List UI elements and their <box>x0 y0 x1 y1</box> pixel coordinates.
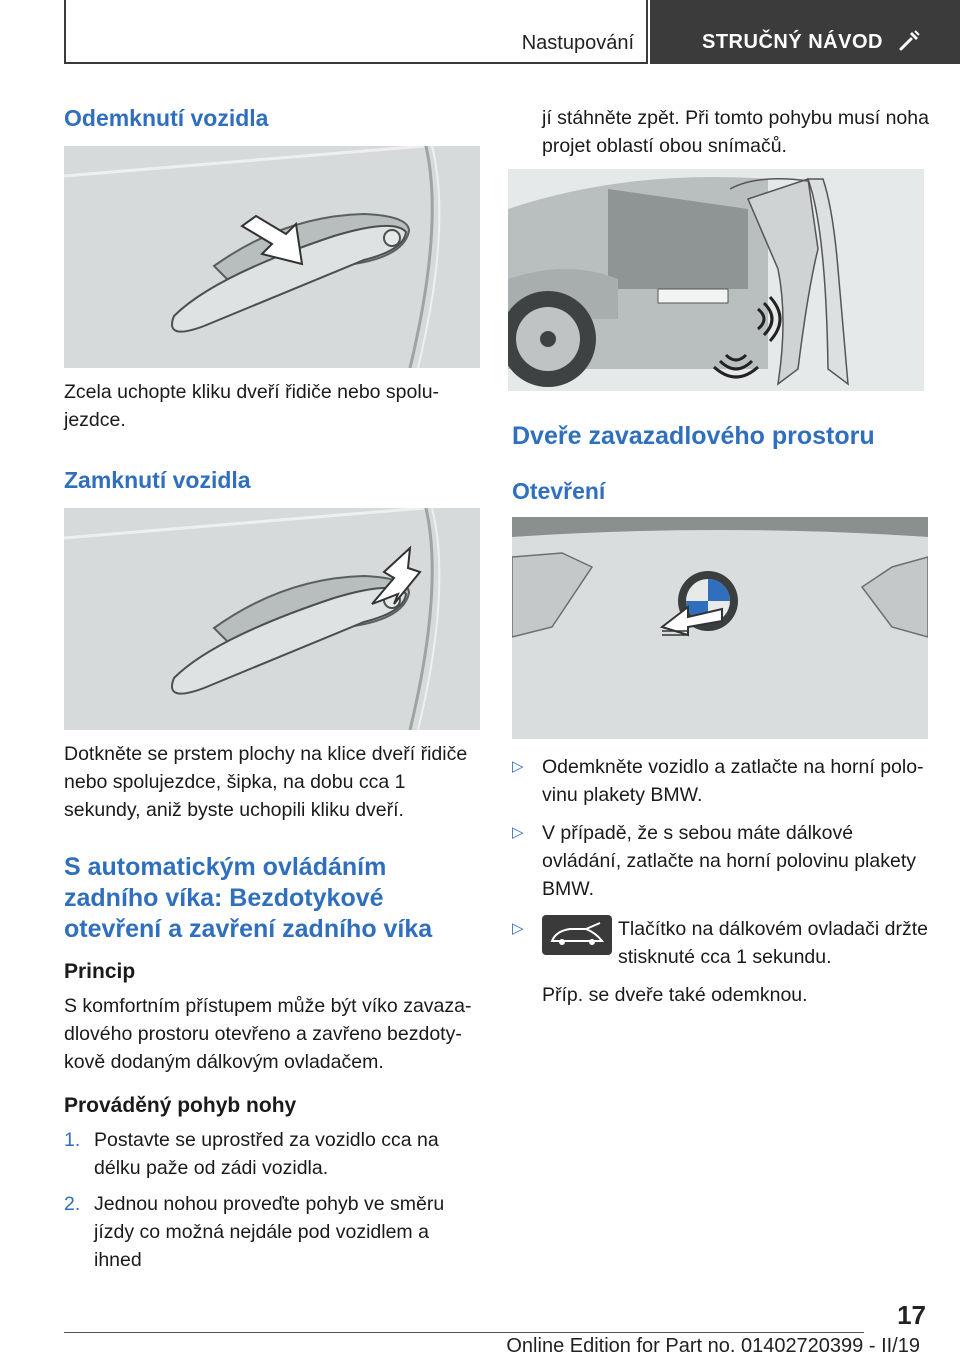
bullet-text: V případě, že s sebou máte dálkové ovládání, zatlačte na horní polovinu plakety BMW. <box>542 822 916 900</box>
heading-open: Otevření <box>512 478 606 504</box>
triangle-bullet-icon: ▷ <box>512 758 524 775</box>
step-text: Postavte se uprostřed za vozidlo cca na délku paže od zádi vozidla. <box>94 1129 439 1179</box>
heading-unlock: Odemknutí vozidla <box>64 105 269 131</box>
page-number: 17 <box>897 1300 926 1330</box>
bullet-text: Tlačítko na dálkovém ovladači držte stisknuté cca 1 sekundu. <box>618 918 928 968</box>
step-number: 1. <box>64 1129 81 1151</box>
text-unlock: Zcela uchopte kliku dveří řidiče nebo spolu-jezdce. <box>64 381 440 431</box>
text-also-unlocks: Příp. se dveře také odemknou. <box>542 984 808 1006</box>
step-number: 2. <box>64 1193 81 1215</box>
figure-door-handle-grab <box>64 146 480 368</box>
figure-rear-foot-motion <box>508 169 924 391</box>
footer-edition: Online Edition for Part no. 01402720399 - II/19 <box>506 1335 920 1357</box>
header-section-box <box>64 0 648 64</box>
header-chapter: STRUČNÝ NÁVOD <box>702 31 883 53</box>
heading-foot-motion: Prováděný pohyb nohy <box>64 1094 297 1117</box>
footer-divider <box>64 1332 864 1333</box>
figure-trunk-badge <box>512 517 928 739</box>
list-item <box>512 915 928 975</box>
triangle-bullet-icon: ▷ <box>512 824 524 841</box>
list-item <box>512 753 928 809</box>
text-principle: S komfortním přístupem může být víko zavaza-dlového prostoru otevřeno a zavřeno bezdoty-kově dodaným dálkovým ovladačem. <box>64 995 472 1073</box>
bullets-list <box>512 753 928 1009</box>
text-continuation: jí stáhněte zpět. Při tomto pohybu musí noha projet oblastí obou snímačů. <box>542 107 929 157</box>
step-text: Jednou nohou proveďte pohyb ve směru jízdy co možná nejdále pod vozidlem a ihned <box>94 1193 445 1271</box>
bullet-text: Odemkněte vozidlo a zatlačte na horní polo-vinu plakety BMW. <box>542 756 924 806</box>
heading-principle: Princip <box>64 960 136 983</box>
heading-trunk: Dveře zavazadlového prostoru <box>512 422 875 450</box>
header-section: Nastupování <box>521 32 634 54</box>
heading-lock: Zamknutí vozidla <box>64 467 251 493</box>
list-item <box>64 1190 480 1274</box>
list-item <box>64 1126 480 1182</box>
steps-list <box>64 1126 480 1274</box>
figure-door-handle-touch <box>64 508 480 730</box>
triangle-bullet-icon: ▷ <box>512 920 524 937</box>
wrench-icon <box>898 28 922 52</box>
header-chapter-box <box>650 0 960 64</box>
heading-auto-tailgate: S automatickým ovládáním zadního víka: Bezdotykové otevření a zavření zadního víka <box>64 853 433 943</box>
text-lock: Dotkněte se prstem plochy na klice dveří řidiče nebo spolujezdce, šipka, na dobu cca 1 sekundy, aniž byste uchopili kliku dveří. <box>64 743 468 821</box>
page-header <box>64 0 960 66</box>
list-item <box>512 819 928 903</box>
remote-trunk-icon <box>542 915 612 955</box>
